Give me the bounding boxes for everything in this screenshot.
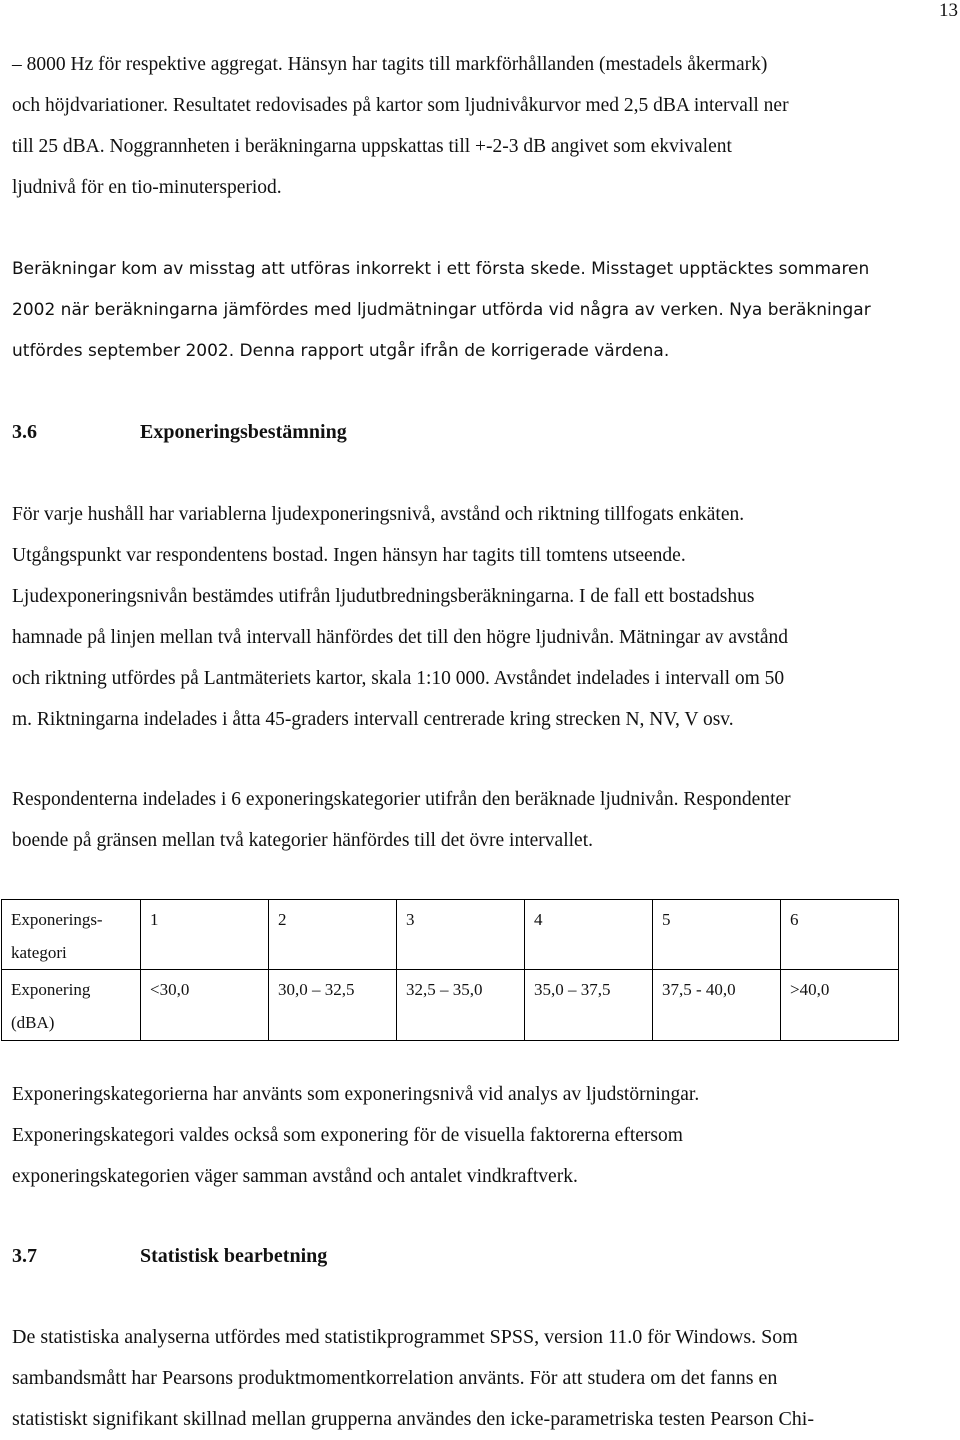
text-line: För varje hushåll har variablerna ljudexponeringsnivå, avstånd och riktning tillfogats enkäten. (12, 504, 745, 525)
text-line: till 25 dBA. Noggrannheten i beräkningarna uppskattas till +-2-3 dB angivet som ekvivalent (12, 136, 732, 157)
section-number: 3.6 (12, 421, 37, 443)
paragraph-calculation-method (12, 44, 958, 208)
table-cell: 30,0 – 32,5 (269, 970, 397, 1041)
paragraph-calculation-correction (12, 249, 958, 372)
table-cell: 6 (781, 900, 899, 970)
table-cell: 4 (525, 900, 653, 970)
table-row-exposure (2, 970, 899, 1041)
text-line: – 8000 Hz för respektive aggregat. Hänsyn har tagits till markförhållanden (mestadels åkermark) (12, 54, 768, 75)
cell-text: (dBA) (11, 1013, 55, 1032)
table-cell: 35,0 – 37,5 (525, 970, 653, 1041)
cell-text: Exponering (11, 980, 91, 999)
table-cell: 1 (141, 900, 269, 970)
text-line: hamnade på linjen mellan två intervall hänfördes det till den högre ljudnivån. Mätningar av avstånd (12, 627, 788, 648)
table-cell: 2 (269, 900, 397, 970)
text-line: Respondenterna indelades i 6 exponeringskategorier utifrån den beräknade ljudnivån. Respondenter (12, 789, 791, 810)
text-line: ljudnivå för en tio-minutersperiod. (12, 177, 282, 198)
table-cell: 37,5 - 40,0 (653, 970, 781, 1041)
text-line: De statistiska analyserna utfördes med statistikprogrammet SPSS, version 11.0 för Windows. Som (12, 1326, 798, 1348)
text-line: Exponeringskategorierna har använts som exponeringsnivå vid analys av ljudstörningar. (12, 1084, 700, 1105)
text-line: exponeringskategorien väger samman avstånd och antalet vindkraftverk. (12, 1166, 578, 1187)
section-heading-3-7 (12, 1241, 327, 1271)
table-row-category (2, 900, 899, 970)
section-title: Exponeringsbestämning (140, 421, 347, 443)
text-line: sambandsmått har Pearsons produktmomentkorrelation använts. För att studera om det fanns en (12, 1367, 778, 1389)
text-line: och höjdvariationer. Resultatet redovisades på kartor som ljudnivåkurvor med 2,5 dBA intervall ner (12, 95, 789, 116)
text-line: Ljudexponeringsnivån bestämdes utifrån ljudutbredningsberäkningarna. I de fall ett bostadshus (12, 586, 755, 607)
paragraph-statistics (12, 1317, 958, 1440)
text-line: utfördes september 2002. Denna rapport utgår ifrån de korrigerade värdena. (12, 341, 670, 361)
cell-text: Exponerings- (11, 910, 103, 929)
paragraph-exposure-categories (12, 779, 958, 861)
paragraph-exposure-usage (12, 1074, 958, 1197)
text-line: Utgångspunkt var respondentens bostad. Ingen hänsyn har tagits till tomtens utseende. (12, 545, 686, 566)
text-line: statistiskt signifikant skillnad mellan grupperna användes den icke-parametriska testen Pearson Chi- (12, 1408, 815, 1430)
section-number: 3.7 (12, 1245, 37, 1267)
text-line: Exponeringskategori valdes också som exponering för de visuella faktorerna eftersom (12, 1125, 683, 1146)
text-line: Beräkningar kom av misstag att utföras inkorrekt i ett första skede. Misstaget upptäcktes sommaren (12, 259, 870, 279)
text-line: 2002 när beräkningarna jämfördes med ljudmätningar utförda vid några av verken. Nya beräkningar (12, 300, 871, 320)
row-header-category (2, 900, 141, 970)
table-cell: <30,0 (141, 970, 269, 1041)
text-line: och riktning utfördes på Lantmäteriets kartor, skala 1:10 000. Avståndet indelades i intervall om 50 (12, 668, 785, 689)
table-cell: >40,0 (781, 970, 899, 1041)
section-title: Statistisk bearbetning (140, 1245, 328, 1267)
table-cell: 32,5 – 35,0 (397, 970, 525, 1041)
cell-text: kategori (11, 943, 67, 962)
paragraph-exposure-determination (12, 494, 958, 740)
exposure-category-table (1, 899, 899, 1041)
text-line: boende på gränsen mellan två kategorier hänfördes till det övre intervallet. (12, 830, 593, 851)
row-header-exposure (2, 970, 141, 1041)
text-line: m. Riktningarna indelades i åtta 45-graders intervall centrerade kring strecken N, NV, V osv. (12, 709, 734, 730)
page-number: 13 (939, 0, 958, 21)
section-heading-3-6 (12, 417, 347, 447)
table-cell: 5 (653, 900, 781, 970)
table-cell: 3 (397, 900, 525, 970)
